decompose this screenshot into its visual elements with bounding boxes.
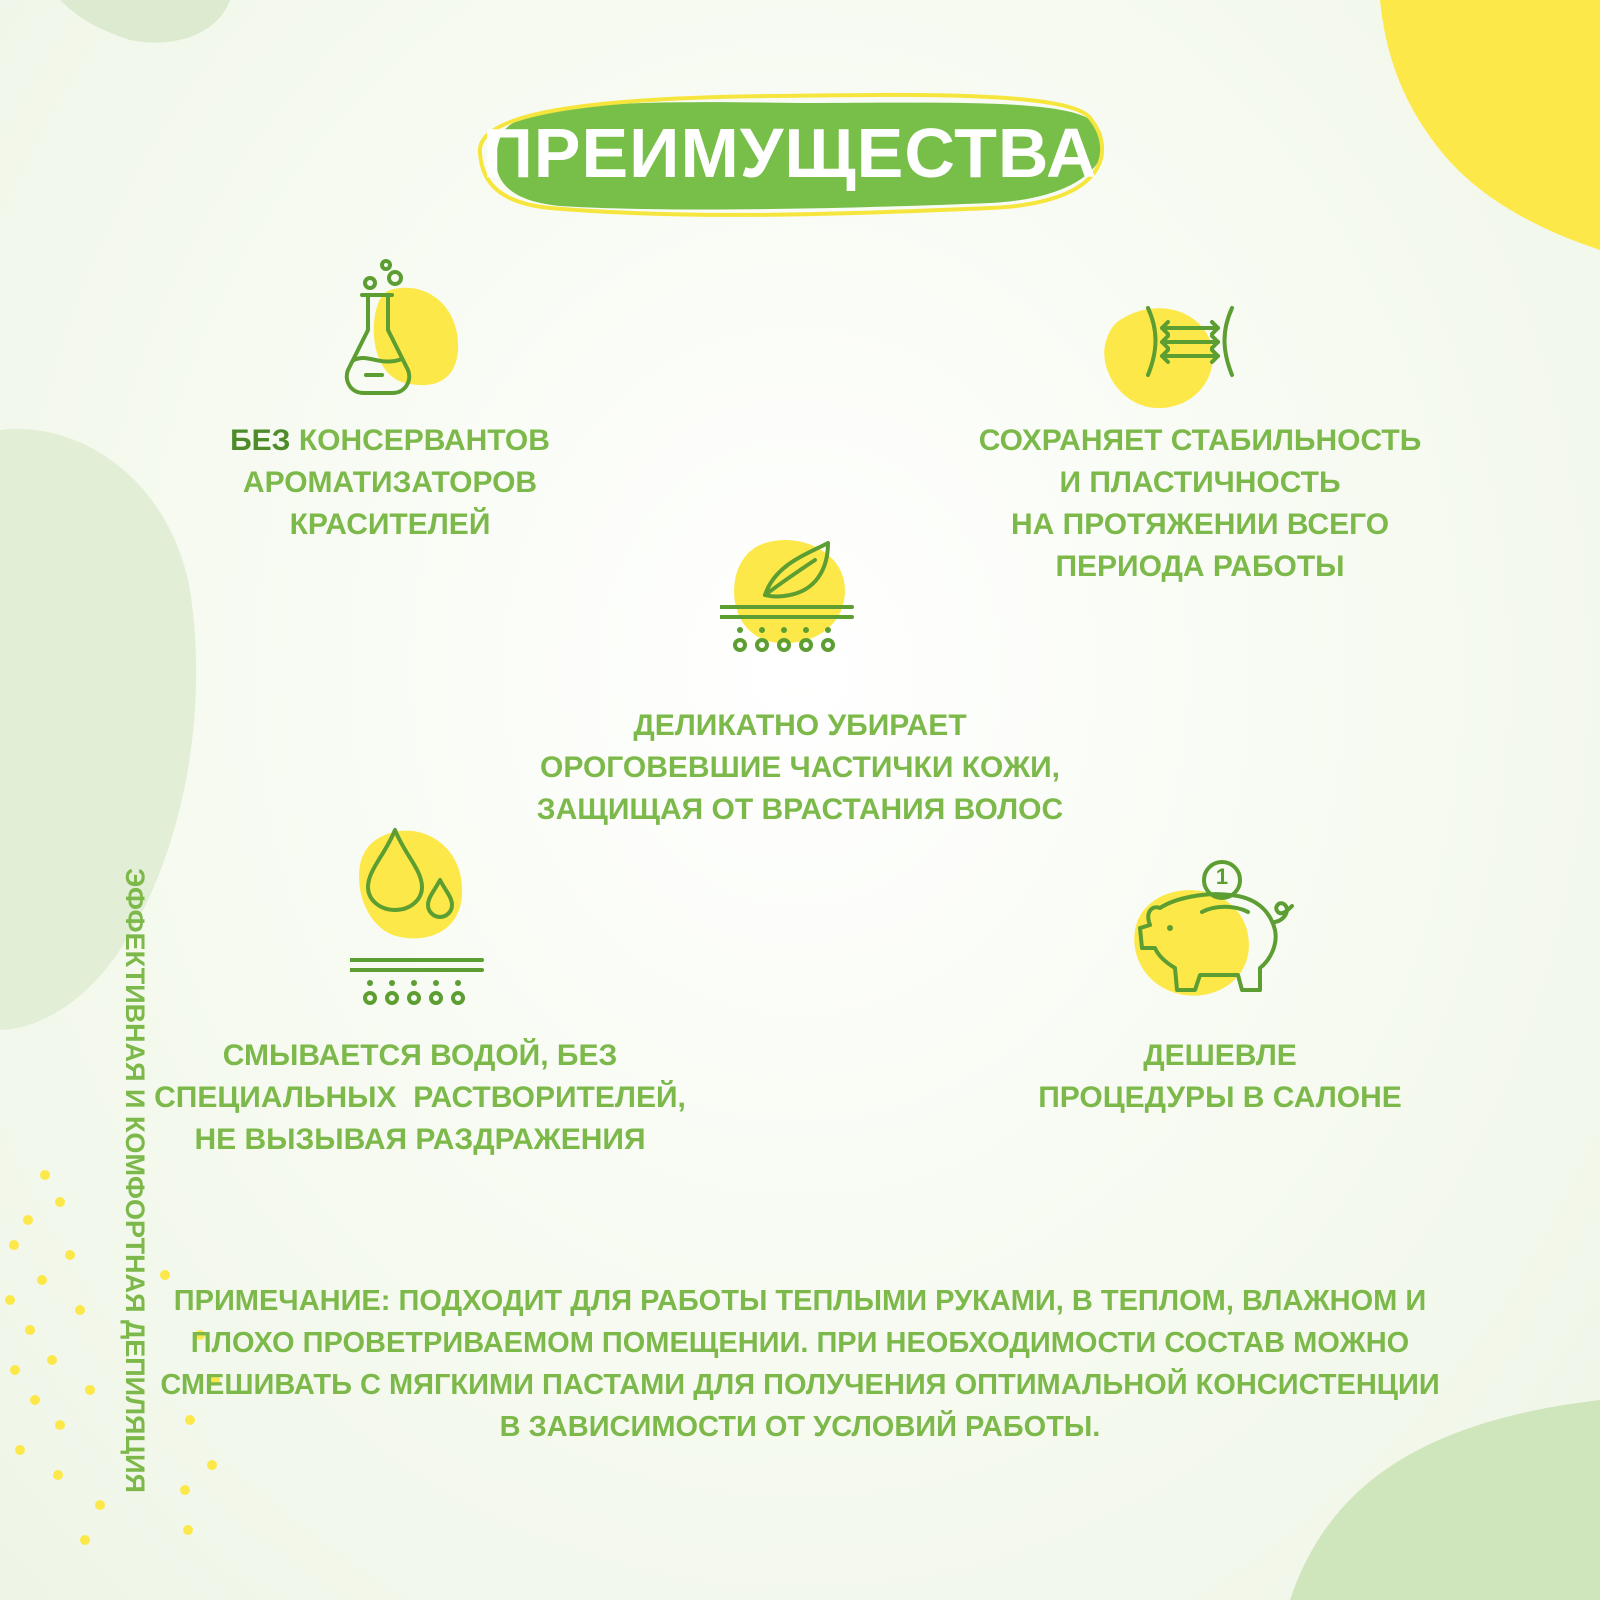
page-title: ПРЕИМУЩЕСТВА <box>482 114 1098 192</box>
feature-line: ПРОЦЕДУРЫ В САЛОНЕ <box>1038 1081 1402 1114</box>
feature-water-washable <box>140 1035 700 1161</box>
note-text: ПРИМЕЧАНИЕ: ПОДХОДИТ ДЛЯ РАБОТЫ ТЕПЛЫМИ РУКАМИ, В ТЕПЛОМ, ВЛАЖНОМ И ПЛОХО ПРОВЕТРИВАЕМОМ ПОМЕЩЕНИИ. ПРИ НЕОБХОДИМОСТИ СОСТАВ МОЖНО СМЕШИВАТЬ С МЯГКИМИ ПАСТАМИ ДЛЯ ПОЛУЧЕНИЯ ОПТИМАЛЬНОЙ КОНСИСТЕНЦИИ В ЗАВИСИМОСТИ ОТ УСЛОВИЙ РАБОТЫ. <box>160 1285 1440 1443</box>
title-banner <box>470 78 1130 228</box>
feature-stability <box>960 420 1440 588</box>
elastic-stretch-icon <box>1100 300 1250 420</box>
water-drops-skin-icon <box>350 825 500 1010</box>
feature-line: ПЕРИОДА РАБОТЫ <box>1055 550 1345 583</box>
vertical-slogan: ЭФФЕКТИВНАЯ И КОМФОРТНАЯ ДЕПИЛЯЦИЯ <box>120 868 150 1493</box>
coin-label: 1 <box>1215 864 1229 889</box>
feature-line: ДЕШЕВЛЕ <box>1143 1039 1297 1072</box>
feature-line: НЕ ВЫЗЫВАЯ РАЗДРАЖЕНИЯ <box>194 1123 646 1156</box>
emphasis-word: БЕЗ <box>230 424 291 457</box>
feature-line: НА ПРОТЯЖЕНИИ ВСЕГО <box>1010 508 1390 541</box>
feature-no-preservatives <box>190 420 590 546</box>
feature-line: ЗАЩИЩАЯ ОТ ВРАСТАНИЯ ВОЛОС <box>536 793 1064 826</box>
feature-line: КРАСИТЕЛЕЙ <box>289 508 491 541</box>
feature-line: АРОМАТИЗАТОРОВ <box>242 466 538 499</box>
feature-line: СМЫВАЕТСЯ ВОДОЙ, БЕЗ <box>222 1039 618 1072</box>
feature-line: ДЕЛИКАТНО УБИРАЕТ <box>633 709 967 742</box>
feature-line: СПЕЦИАЛЬНЫХ РАСТВОРИТЕЛЕЙ, <box>154 1081 686 1114</box>
feature-line: И ПЛАСТИЧНОСТЬ <box>1059 466 1341 499</box>
feature-line: СОХРАНЯЕТ СТАБИЛЬНОСТЬ <box>978 424 1422 457</box>
feature-exfoliation <box>500 705 1100 831</box>
leaf-skin-icon <box>720 535 870 665</box>
feature-cheaper <box>1010 1035 1430 1119</box>
feature-line: ОРОГОВЕВШИЕ ЧАСТИЧКИ КОЖИ, <box>540 751 1060 784</box>
flask-icon <box>340 255 480 405</box>
feature-line: КОНСЕРВАНТОВ <box>298 424 550 457</box>
